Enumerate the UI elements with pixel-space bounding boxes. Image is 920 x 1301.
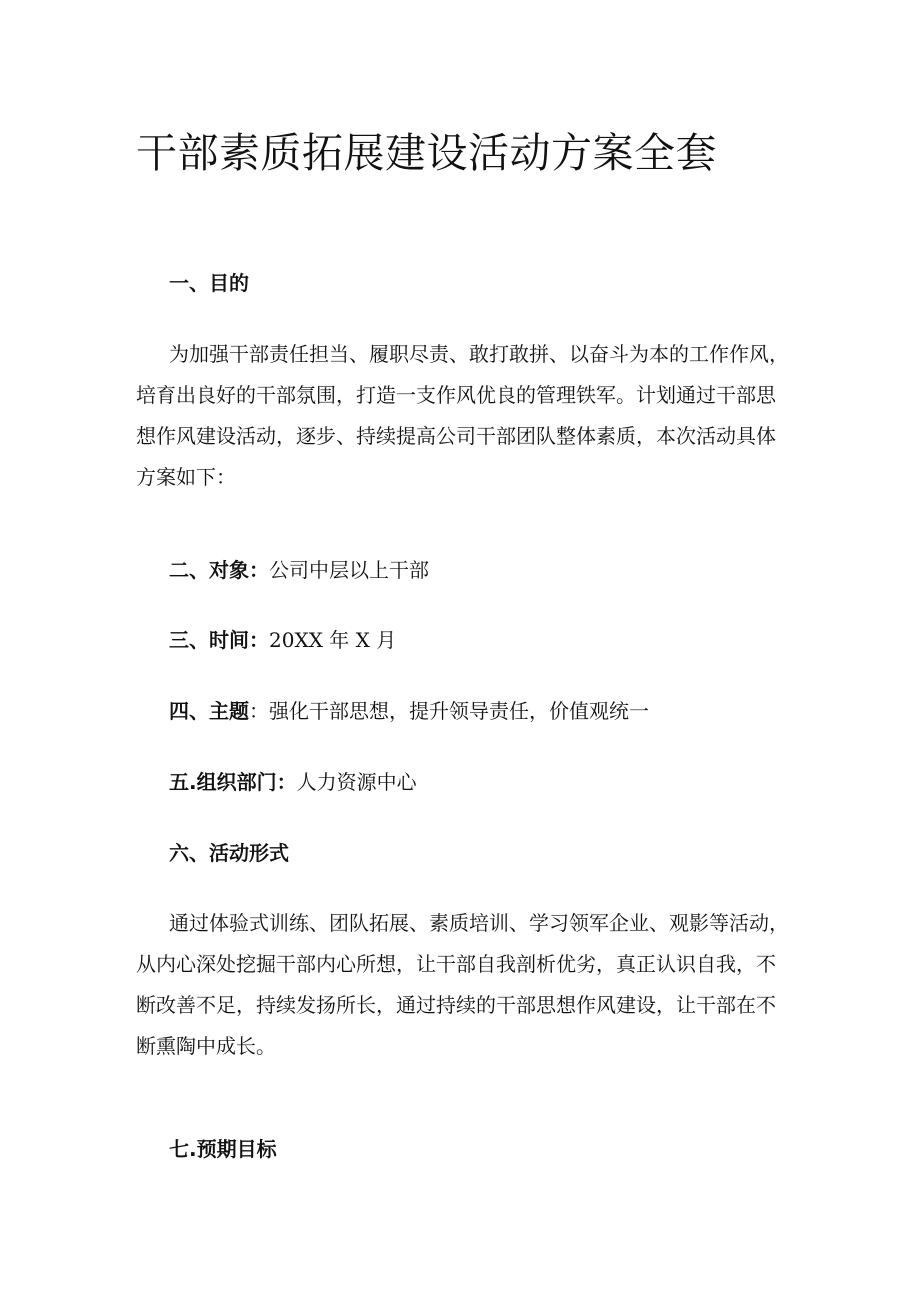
purpose-paragraph-line: 为加强干部责任担当、履职尽责、敢打敢拼、以奋斗为本的工作作风， bbox=[169, 342, 789, 366]
section-time-label: 三、时间： bbox=[169, 628, 269, 652]
section-organizer-value: 人力资源中心 bbox=[296, 770, 417, 794]
section-target bbox=[169, 555, 429, 585]
format-paragraph-line: 断熏陶中成长。 bbox=[136, 1034, 276, 1058]
section-organizer bbox=[169, 767, 417, 797]
section-heading-goals-text: 七.预期目标 bbox=[169, 1137, 277, 1161]
section-heading-format bbox=[169, 838, 289, 868]
section-theme bbox=[169, 696, 649, 726]
section-heading-format-text: 六、活动形式 bbox=[169, 841, 289, 865]
section-theme-label: 四、主题 bbox=[169, 699, 249, 723]
section-time bbox=[169, 625, 396, 655]
purpose-paragraph-line: 想作风建设活动，逐步、持续提高公司干部团队整体素质，本次活动具体 bbox=[136, 424, 776, 448]
section-theme-value: ：强化干部思想，提升领导责任，价值观统一 bbox=[249, 699, 649, 723]
section-organizer-label: 五.组织部门： bbox=[169, 770, 297, 794]
purpose-paragraph-line: 培育出良好的干部氛围，打造一支作风优良的管理铁军。计划通过干部思 bbox=[136, 383, 776, 407]
format-paragraph-line: 从内心深处挖掘干部内心所想，让干部自我剖析优劣，真正认识自我，不 bbox=[136, 952, 776, 976]
document-title: 干部素质拓展建设活动方案全套 bbox=[136, 129, 717, 177]
section-heading-goals bbox=[169, 1134, 277, 1164]
format-paragraph-line: 通过体验式训练、团队拓展、素质培训、学习领军企业、观影等活动， bbox=[169, 911, 789, 935]
section-heading-purpose bbox=[169, 268, 249, 298]
section-target-value: 公司中层以上干部 bbox=[269, 558, 429, 582]
purpose-paragraph bbox=[136, 334, 789, 498]
purpose-paragraph-line: 方案如下： bbox=[136, 465, 236, 489]
section-heading-purpose-text: 一、目的 bbox=[169, 271, 249, 295]
format-paragraph-line: 断改善不足，持续发扬所长，通过持续的干部思想作风建设，让干部在不 bbox=[136, 993, 776, 1017]
section-target-label: 二、对象： bbox=[169, 558, 269, 582]
section-time-value: 20XX 年 X 月 bbox=[269, 628, 397, 652]
format-paragraph bbox=[136, 903, 789, 1067]
